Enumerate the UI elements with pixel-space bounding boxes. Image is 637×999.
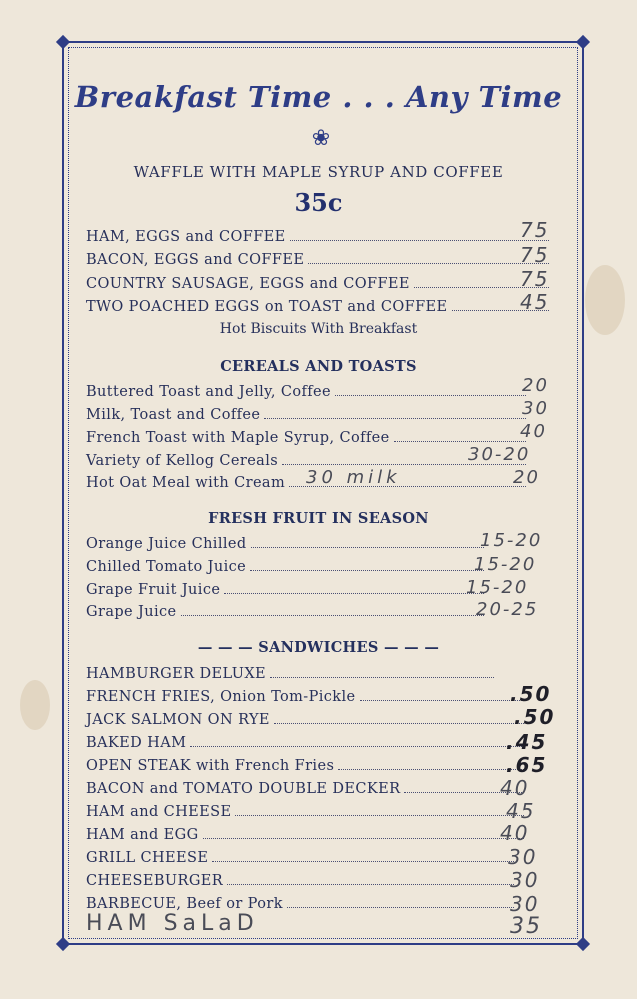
- item-label: Grape Fruit Juice: [86, 582, 221, 598]
- item-label: BARBECUE, Beef or Pork: [86, 896, 283, 912]
- item-label: Buttered Toast and Jelly, Coffee: [86, 384, 331, 400]
- handwritten-price: 40: [500, 776, 530, 800]
- handwritten-note: 30 milk: [306, 467, 401, 488]
- section-heading-cereals: CEREALS AND TOASTS: [220, 358, 417, 375]
- handwritten-price: 15-20: [474, 554, 537, 575]
- dot-leader: [338, 769, 524, 770]
- handwritten-item: HAM SaLaD: [86, 911, 259, 936]
- handwritten-price: 30: [508, 845, 538, 869]
- paper-stain: [20, 680, 50, 730]
- item-label: BACON and TOMATO DOUBLE DECKER: [86, 781, 401, 797]
- item-label: JACK SALMON ON RYE: [86, 712, 270, 728]
- dot-leader: [227, 884, 514, 885]
- menu-item: [86, 708, 526, 728]
- menu-item: [86, 449, 528, 469]
- menu-item: [86, 225, 551, 245]
- handwritten-price: .50: [510, 682, 552, 706]
- dot-leader: [212, 861, 514, 862]
- border-corner-ornament: [576, 35, 590, 49]
- handwritten-price: 40: [500, 821, 530, 845]
- item-label: FRENCH FRIES, Onion Tom-Pickle: [86, 689, 356, 705]
- menu-item: [86, 426, 528, 446]
- menu-item: [86, 578, 486, 598]
- handwritten-price: 35: [510, 914, 542, 939]
- dot-leader: [394, 441, 526, 442]
- item-label: Hot Oat Meal with Cream: [86, 475, 286, 491]
- menu-item: [86, 754, 526, 774]
- featured-price: 35c: [294, 188, 343, 217]
- dot-leader: [287, 907, 514, 908]
- menu-item: [86, 532, 486, 552]
- border-corner-ornament: [56, 937, 70, 951]
- menu-item: [86, 295, 551, 315]
- handwritten-price: 75: [520, 218, 550, 242]
- dot-leader: [224, 593, 484, 594]
- handwritten-price: 20-25: [476, 599, 539, 620]
- menu-item: [86, 380, 528, 400]
- menu-item: [86, 272, 551, 292]
- menu-item: [86, 403, 528, 423]
- menu-item: [86, 800, 526, 820]
- item-label: French Toast with Maple Syrup, Coffee: [86, 430, 390, 446]
- dot-leader: [250, 570, 484, 571]
- handwritten-price: 20: [513, 467, 540, 488]
- menu-item: [86, 685, 526, 705]
- item-label: CHEESEBURGER: [86, 873, 224, 889]
- handwritten-price: .45: [506, 730, 548, 754]
- section-heading-fruit: FRESH FRUIT IN SEASON: [208, 510, 429, 527]
- menu-item: [86, 823, 526, 843]
- item-label: TWO POACHED EGGS on TOAST and COFFEE: [86, 299, 448, 315]
- dot-leader: [270, 677, 494, 678]
- handwritten-price: 75: [520, 243, 550, 267]
- dot-leader: [203, 838, 524, 839]
- menu-title: Breakfast Time . . . Any Time: [74, 80, 563, 114]
- handwritten-price: 45: [506, 799, 536, 823]
- border-corner-ornament: [576, 937, 590, 951]
- menu-item: [86, 731, 526, 751]
- handwritten-price: .65: [506, 753, 548, 777]
- menu-item: [86, 777, 526, 797]
- dot-leader: [264, 418, 526, 419]
- handwritten-price: 75: [520, 267, 550, 291]
- item-label: COUNTRY SAUSAGE, EGGS and COFFEE: [86, 276, 410, 292]
- dot-leader: [308, 263, 549, 264]
- featured-item: WAFFLE WITH MAPLE SYRUP AND COFFEE: [133, 163, 504, 181]
- handwritten-price: 30: [510, 868, 540, 892]
- handwritten-price: 20: [522, 375, 549, 396]
- item-label: HAM and EGG: [86, 827, 199, 843]
- dot-leader: [274, 723, 524, 724]
- handwritten-price: 30-20: [468, 444, 531, 465]
- item-label: Variety of Kellog Cereals: [86, 453, 279, 469]
- menu-item: [86, 555, 486, 575]
- flower-ornament-icon: ❀: [311, 126, 331, 151]
- menu-item: [86, 869, 516, 889]
- handwritten-price: 15-20: [466, 577, 529, 598]
- item-label: BAKED HAM: [86, 735, 187, 751]
- item-label: Milk, Toast and Coffee: [86, 407, 261, 423]
- menu-item: [86, 846, 516, 866]
- handwritten-price: 15-20: [480, 530, 543, 551]
- menu-item: [86, 600, 486, 620]
- biscuits-note: Hot Biscuits With Breakfast: [219, 321, 418, 337]
- border-corner-ornament: [56, 35, 70, 49]
- item-label: HAM, EGGS and COFFEE: [86, 229, 286, 245]
- handwritten-price: 30: [522, 398, 549, 419]
- handwritten-price: .50: [514, 705, 556, 729]
- dot-leader: [235, 815, 524, 816]
- handwritten-price: 30: [510, 892, 540, 916]
- item-label: BACON, EGGS and COFFEE: [86, 252, 305, 268]
- item-label: OPEN STEAK with French Fries: [86, 758, 335, 774]
- dot-leader: [360, 700, 524, 701]
- dot-leader: [190, 746, 524, 747]
- dot-leader: [335, 395, 526, 396]
- menu-item: [86, 662, 496, 682]
- dot-leader: [290, 240, 549, 241]
- item-label: GRILL CHEESE: [86, 850, 209, 866]
- menu-item: [86, 248, 551, 268]
- item-label: Chilled Tomato Juice: [86, 559, 247, 575]
- menu-item: [86, 892, 516, 912]
- dot-leader: [251, 547, 484, 548]
- item-label: Grape Juice: [86, 604, 177, 620]
- item-label: HAMBURGER DELUXE: [86, 666, 267, 682]
- item-label: HAM and CHEESE: [86, 804, 232, 820]
- item-label: Orange Juice Chilled: [86, 536, 247, 552]
- section-heading-sandwiches: — — — SANDWICHES — — —: [197, 639, 440, 656]
- handwritten-price: 40: [520, 421, 547, 442]
- handwritten-price: 45: [520, 290, 550, 314]
- dot-leader: [181, 615, 484, 616]
